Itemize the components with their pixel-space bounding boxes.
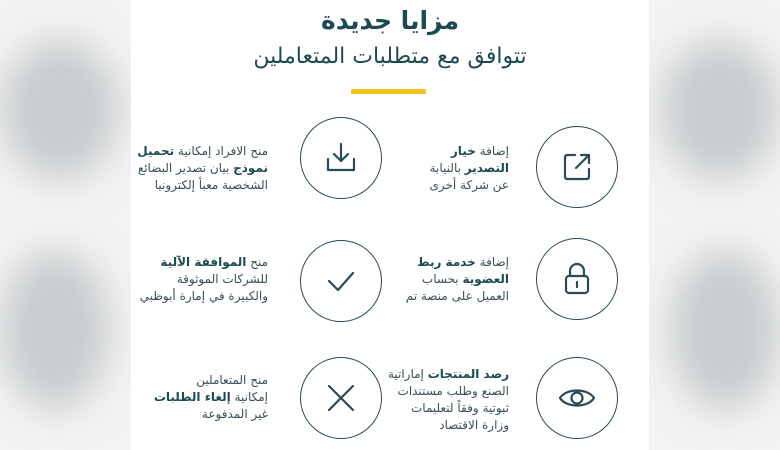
feature-approval-text-1a: منح (246, 255, 268, 269)
feature-export-text-2a: التصدير (464, 161, 509, 175)
background-blur-left-bottom (0, 250, 110, 410)
feature-monitoring-text-1a: رصد المنتجات (427, 367, 509, 381)
feature-export (429, 143, 509, 194)
feature-download (137, 143, 268, 194)
feature-approval-text-3: والكبيرة في إمارة أبوظبي (139, 289, 268, 303)
feature-export-text-1a: إضافة (475, 144, 509, 158)
feature-cancel-text-2b: إلغاء الطلبات (153, 390, 231, 404)
page-subtitle: تتوافق مع متطلبات المتعاملين (253, 44, 527, 69)
feature-membership-text-1a: إضافة (475, 255, 509, 269)
feature-export-text-3: عن شركة أخرى (429, 178, 509, 192)
feature-download-text-1a: منح الافراد إمكانية (174, 144, 268, 158)
feature-cancel-text-3: غير المدفوعة (201, 407, 268, 421)
background-blur-left-top (0, 40, 120, 180)
feature-download-text-1b: تحميل (137, 144, 175, 158)
feature-download-text-2a: نموذج (233, 161, 268, 175)
check-icon (300, 240, 382, 322)
feature-monitoring-text-3: ثبوتية وفقاً لتعليمات (411, 401, 509, 415)
close-icon (300, 357, 382, 439)
lock-icon (536, 238, 618, 320)
background-blur-right-top (660, 40, 780, 180)
feature-approval-text-2: للشركات الموثوقة (176, 272, 268, 286)
feature-export-text-1b: خيار (450, 144, 476, 158)
feature-membership-text-1b: خدمة ربط (417, 255, 476, 269)
feature-download-text-3: الشخصية معبأ إلكترونيا (154, 178, 268, 192)
export-icon (536, 126, 618, 208)
title-underline (351, 89, 426, 94)
features-card (131, 0, 649, 450)
background-blur-right-bottom (670, 250, 780, 410)
feature-membership-text-2a: العضوية (462, 272, 509, 286)
feature-approval-text-1b: الموافقة الآلية (160, 255, 247, 269)
feature-monitoring-text-1b: إماراتية (387, 367, 428, 381)
feature-approval (140, 254, 268, 305)
feature-monitoring (388, 366, 509, 434)
feature-export-text-2b: بالنيابة (429, 161, 465, 175)
feature-monitoring-text-2: الصنع وطلب مستندات (397, 384, 509, 398)
eye-icon (536, 357, 618, 439)
download-icon (300, 117, 382, 199)
feature-membership-text-2b: بحساب (421, 272, 463, 286)
feature-cancel-text-1: منح المتعاملين (196, 373, 268, 387)
feature-membership (406, 254, 509, 305)
feature-download-text-2b: بيان تصدير البضائع (137, 161, 234, 175)
feature-monitoring-text-4: وزارة الاقتصاد (439, 418, 509, 432)
feature-membership-text-3: العميل على منصة تم (405, 289, 509, 303)
page-title: مزايا جديدة (320, 6, 460, 35)
feature-cancel-text-2a: إمكانية (230, 390, 268, 404)
feature-cancel (154, 372, 268, 423)
